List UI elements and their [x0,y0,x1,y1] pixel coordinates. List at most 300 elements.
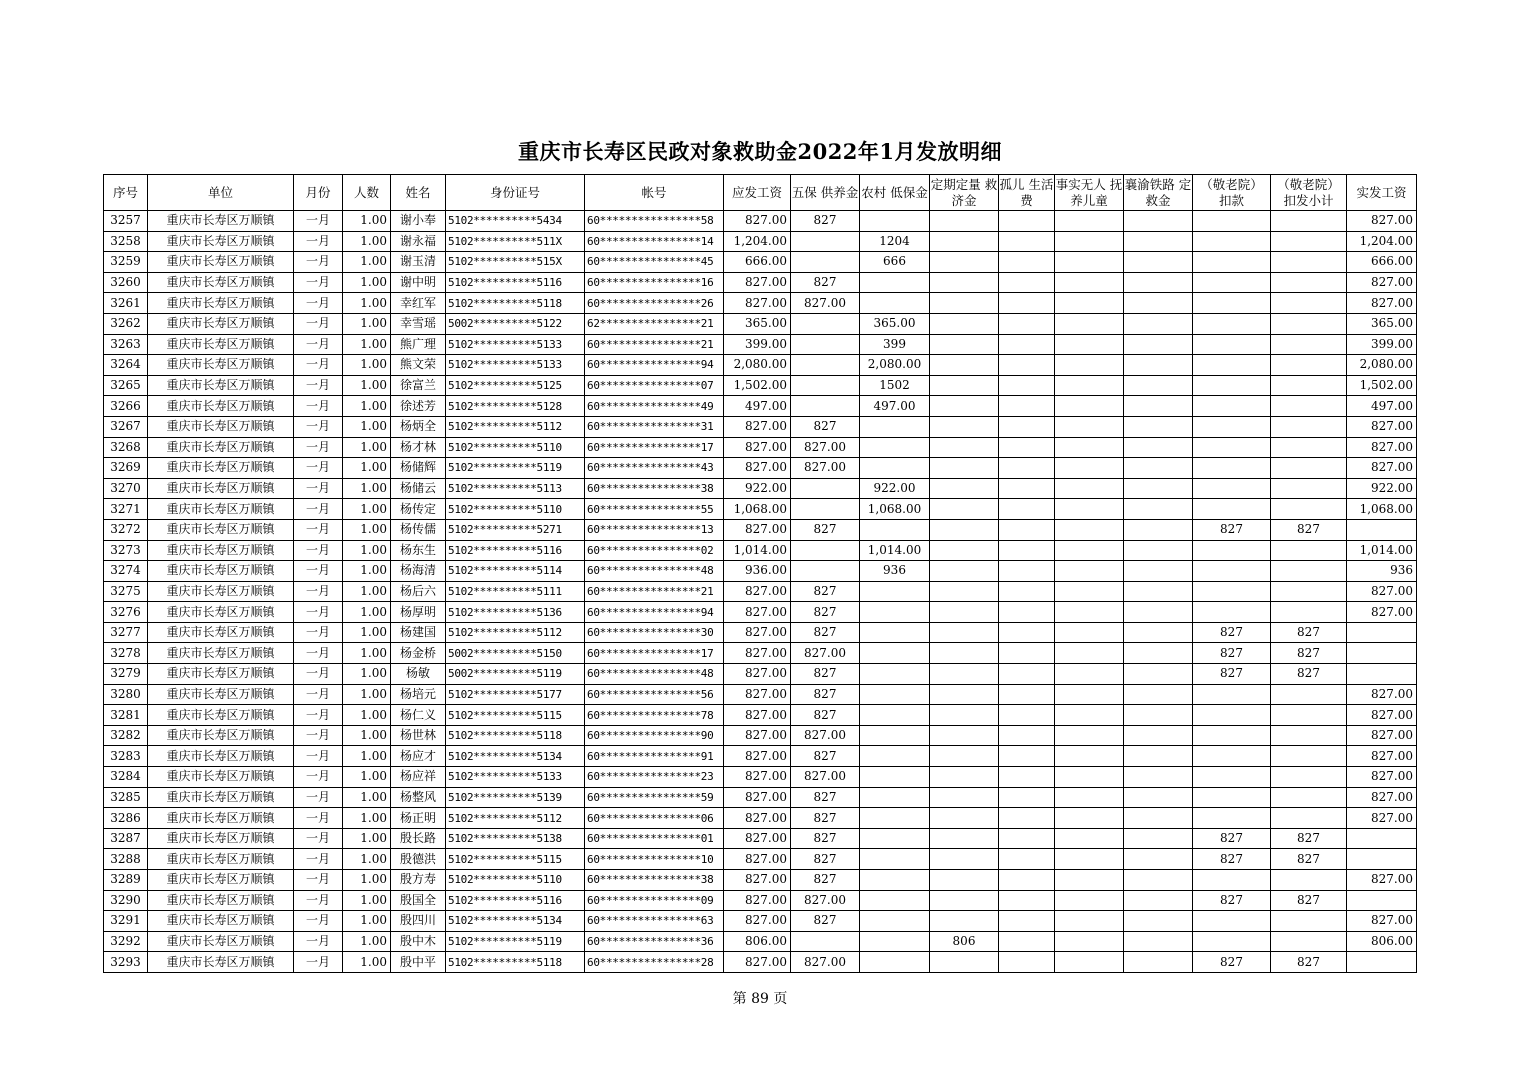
cell-wubao: 827.00 [791,437,860,458]
cell-xiangyu [1124,870,1193,891]
cell-payable: 2,080.00 [724,355,791,376]
cell-jlyded [1193,581,1271,602]
cell-name: 杨整风 [391,787,446,808]
cell-month: 一月 [294,396,343,417]
cell-name: 徐述芳 [391,396,446,417]
cell-actual: 497.00 [1347,396,1417,417]
cell-id: 5102**********5118 [446,725,585,746]
cell-account: 60****************07 [585,375,724,396]
cell-xiangyu [1124,746,1193,767]
cell-dibao [860,272,930,293]
cell-seq: 3266 [104,396,148,417]
cell-jlyxj [1271,581,1347,602]
cell-people: 1.00 [343,231,391,252]
cell-name: 杨传儒 [391,519,446,540]
cell-guer [999,375,1055,396]
table-row [104,890,1417,911]
cell-people: 1.00 [343,911,391,932]
cell-seq: 3283 [104,746,148,767]
cell-name: 殷中木 [391,931,446,952]
cell-account: 60****************43 [585,458,724,479]
cell-payable: 922.00 [724,478,791,499]
cell-id: 5102**********5134 [446,911,585,932]
column-header-unit: 单位 [148,175,294,211]
cell-jlyxj [1271,561,1347,582]
cell-jlyded: 827 [1193,622,1271,643]
cell-id: 5102**********5112 [446,416,585,437]
cell-jlyded: 827 [1193,664,1271,685]
cell-account: 60****************02 [585,540,724,561]
cell-id: 5102**********5118 [446,293,585,314]
cell-actual: 806.00 [1347,931,1417,952]
cell-xiangyu [1124,911,1193,932]
cell-jlyded [1193,499,1271,520]
column-header-people: 人数 [343,175,391,211]
cell-people: 1.00 [343,725,391,746]
table-row [104,272,1417,293]
cell-unit: 重庆市长寿区万顺镇 [148,334,294,355]
cell-jlyded [1193,808,1271,829]
cell-unit: 重庆市长寿区万顺镇 [148,313,294,334]
cell-dibao [860,416,930,437]
cell-account: 60****************38 [585,478,724,499]
cell-people: 1.00 [343,684,391,705]
cell-guer [999,458,1055,479]
cell-jlyded: 827 [1193,849,1271,870]
cell-month: 一月 [294,622,343,643]
table-row [104,746,1417,767]
cell-people: 1.00 [343,313,391,334]
cell-guer [999,808,1055,829]
cell-shishi [1055,272,1124,293]
cell-unit: 重庆市长寿区万顺镇 [148,211,294,232]
table-row [104,252,1417,273]
cell-xiangyu [1124,375,1193,396]
cell-guer [999,416,1055,437]
cell-actual: 827.00 [1347,293,1417,314]
table-row [104,849,1417,870]
cell-actual: 365.00 [1347,313,1417,334]
cell-wubao [791,561,860,582]
cell-xiangyu [1124,540,1193,561]
cell-jlyded [1193,561,1271,582]
column-header-shishi: 事实无人 抚养儿童 [1055,175,1124,211]
cell-jlyxj: 827 [1271,890,1347,911]
cell-seq: 3272 [104,519,148,540]
cell-dingqi [930,725,999,746]
cell-payable: 827.00 [724,416,791,437]
cell-id: 5102**********5115 [446,705,585,726]
cell-seq: 3257 [104,211,148,232]
cell-jlyded [1193,478,1271,499]
cell-month: 一月 [294,561,343,582]
cell-dibao [860,787,930,808]
cell-seq: 3261 [104,293,148,314]
cell-jlyded [1193,396,1271,417]
page-number: 第 89 页 [732,991,788,1007]
cell-dibao: 365.00 [860,313,930,334]
cell-actual: 2,080.00 [1347,355,1417,376]
cell-seq: 3269 [104,458,148,479]
cell-people: 1.00 [343,355,391,376]
cell-name: 谢玉清 [391,252,446,273]
cell-wubao: 827 [791,808,860,829]
cell-month: 一月 [294,746,343,767]
cell-name: 殷方寿 [391,870,446,891]
cell-month: 一月 [294,416,343,437]
cell-unit: 重庆市长寿区万顺镇 [148,478,294,499]
cell-seq: 3260 [104,272,148,293]
cell-seq: 3271 [104,499,148,520]
cell-jlyxj [1271,767,1347,788]
cell-name: 杨厚明 [391,602,446,623]
cell-name: 杨应祥 [391,767,446,788]
cell-people: 1.00 [343,211,391,232]
cell-dibao [860,849,930,870]
cell-shishi [1055,355,1124,376]
cell-payable: 827.00 [724,828,791,849]
cell-name: 杨敏 [391,664,446,685]
cell-xiangyu [1124,313,1193,334]
cell-seq: 3278 [104,643,148,664]
cell-people: 1.00 [343,664,391,685]
cell-jlyded [1193,334,1271,355]
cell-jlyxj [1271,396,1347,417]
cell-dibao: 1502 [860,375,930,396]
cell-shishi [1055,746,1124,767]
cell-people: 1.00 [343,416,391,437]
cell-unit: 重庆市长寿区万顺镇 [148,540,294,561]
table-row [104,767,1417,788]
cell-jlyxj [1271,252,1347,273]
cell-account: 60****************13 [585,519,724,540]
cell-name: 杨储辉 [391,458,446,479]
cell-dingqi [930,334,999,355]
cell-month: 一月 [294,602,343,623]
cell-dingqi [930,643,999,664]
column-header-name: 姓名 [391,175,446,211]
cell-unit: 重庆市长寿区万顺镇 [148,396,294,417]
cell-dibao [860,746,930,767]
cell-jlyded: 827 [1193,828,1271,849]
cell-unit: 重庆市长寿区万顺镇 [148,664,294,685]
cell-name: 熊文荣 [391,355,446,376]
cell-wubao: 827 [791,705,860,726]
cell-payable: 827.00 [724,705,791,726]
cell-actual: 1,014.00 [1347,540,1417,561]
cell-actual: 827.00 [1347,746,1417,767]
cell-id: 5102**********5110 [446,499,585,520]
cell-dingqi [930,581,999,602]
cell-actual: 827.00 [1347,787,1417,808]
cell-actual [1347,622,1417,643]
cell-shishi [1055,478,1124,499]
cell-payable: 827.00 [724,272,791,293]
cell-wubao [791,478,860,499]
cell-wubao [791,355,860,376]
cell-id: 5102**********5110 [446,437,585,458]
cell-seq: 3265 [104,375,148,396]
table-row [104,519,1417,540]
cell-xiangyu [1124,602,1193,623]
cell-guer [999,561,1055,582]
cell-xiangyu [1124,478,1193,499]
cell-id: 5102**********5119 [446,458,585,479]
cell-jlyded [1193,870,1271,891]
cell-unit: 重庆市长寿区万顺镇 [148,808,294,829]
cell-xiangyu [1124,828,1193,849]
cell-wubao: 827 [791,519,860,540]
cell-dibao [860,767,930,788]
cell-month: 一月 [294,478,343,499]
cell-people: 1.00 [343,602,391,623]
cell-people: 1.00 [343,272,391,293]
cell-id: 5102**********5177 [446,684,585,705]
cell-payable: 827.00 [724,581,791,602]
cell-guer [999,684,1055,705]
cell-unit: 重庆市长寿区万顺镇 [148,355,294,376]
cell-wubao: 827 [791,787,860,808]
cell-month: 一月 [294,355,343,376]
cell-jlyxj: 827 [1271,849,1347,870]
cell-xiangyu [1124,643,1193,664]
cell-dingqi [930,437,999,458]
cell-dibao [860,890,930,911]
cell-account: 60****************09 [585,890,724,911]
cell-jlyded: 827 [1193,952,1271,973]
cell-wubao: 827.00 [791,293,860,314]
cell-guer [999,828,1055,849]
cell-payable: 1,014.00 [724,540,791,561]
cell-account: 60****************31 [585,416,724,437]
cell-month: 一月 [294,931,343,952]
cell-shishi [1055,684,1124,705]
cell-dingqi [930,375,999,396]
cell-unit: 重庆市长寿区万顺镇 [148,787,294,808]
cell-seq: 3286 [104,808,148,829]
cell-wubao: 827.00 [791,643,860,664]
cell-guer [999,622,1055,643]
cell-shishi [1055,767,1124,788]
column-header-payable: 应发工资 [724,175,791,211]
cell-seq: 3277 [104,622,148,643]
cell-actual: 827.00 [1347,684,1417,705]
cell-month: 一月 [294,725,343,746]
cell-id: 5102**********511X [446,231,585,252]
cell-shishi [1055,849,1124,870]
column-header-guer: 孤儿 生活费 [999,175,1055,211]
cell-xiangyu [1124,581,1193,602]
table-header-row [104,175,1417,211]
cell-account: 60****************90 [585,725,724,746]
table-row [104,684,1417,705]
cell-dingqi [930,684,999,705]
cell-payable: 827.00 [724,622,791,643]
cell-dibao: 666 [860,252,930,273]
cell-account: 60****************48 [585,561,724,582]
cell-shishi [1055,458,1124,479]
cell-xiangyu [1124,396,1193,417]
cell-name: 杨后六 [391,581,446,602]
cell-account: 60****************06 [585,808,724,829]
cell-seq: 3282 [104,725,148,746]
cell-seq: 3259 [104,252,148,273]
column-header-dibao: 农村 低保金 [860,175,930,211]
cell-unit: 重庆市长寿区万顺镇 [148,828,294,849]
cell-xiangyu [1124,808,1193,829]
cell-jlyxj [1271,684,1347,705]
cell-unit: 重庆市长寿区万顺镇 [148,252,294,273]
relief-payment-table [103,174,1417,973]
cell-shishi [1055,931,1124,952]
cell-guer [999,231,1055,252]
cell-people: 1.00 [343,767,391,788]
cell-seq: 3279 [104,664,148,685]
cell-payable: 827.00 [724,643,791,664]
cell-payable: 1,204.00 [724,231,791,252]
cell-dibao [860,828,930,849]
cell-people: 1.00 [343,870,391,891]
cell-dibao: 1,014.00 [860,540,930,561]
cell-dingqi [930,911,999,932]
cell-seq: 3273 [104,540,148,561]
cell-dibao [860,911,930,932]
cell-actual [1347,890,1417,911]
cell-dibao: 1,068.00 [860,499,930,520]
cell-dibao [860,437,930,458]
cell-shishi [1055,602,1124,623]
cell-guer [999,602,1055,623]
cell-name: 杨储云 [391,478,446,499]
cell-dibao [860,808,930,829]
cell-jlyxj [1271,911,1347,932]
cell-unit: 重庆市长寿区万顺镇 [148,458,294,479]
cell-wubao: 827 [791,272,860,293]
table-row [104,437,1417,458]
cell-xiangyu [1124,252,1193,273]
cell-jlyxj [1271,808,1347,829]
cell-payable: 827.00 [724,767,791,788]
cell-guer [999,787,1055,808]
table-row [104,561,1417,582]
cell-shishi [1055,313,1124,334]
cell-unit: 重庆市长寿区万顺镇 [148,293,294,314]
cell-id: 5102**********5136 [446,602,585,623]
cell-actual: 827.00 [1347,808,1417,829]
cell-actual [1347,664,1417,685]
cell-month: 一月 [294,849,343,870]
cell-id: 5102**********5134 [446,746,585,767]
cell-payable: 827.00 [724,952,791,973]
cell-dingqi [930,540,999,561]
cell-guer [999,437,1055,458]
cell-actual: 827.00 [1347,211,1417,232]
table-row [104,581,1417,602]
column-header-jlyded: （敬老院） 扣款 [1193,175,1271,211]
cell-shishi [1055,252,1124,273]
table-row [104,293,1417,314]
cell-name: 杨才林 [391,437,446,458]
cell-jlyded [1193,252,1271,273]
cell-jlyxj [1271,416,1347,437]
cell-id: 5102**********5139 [446,787,585,808]
cell-month: 一月 [294,519,343,540]
cell-name: 殷德洪 [391,849,446,870]
cell-shishi [1055,952,1124,973]
cell-payable: 827.00 [724,746,791,767]
cell-id: 5002**********5119 [446,664,585,685]
cell-id: 5102**********5112 [446,622,585,643]
cell-jlyxj [1271,478,1347,499]
cell-id: 5102**********5116 [446,890,585,911]
table-row [104,787,1417,808]
cell-dingqi [930,746,999,767]
cell-seq: 3284 [104,767,148,788]
cell-xiangyu [1124,787,1193,808]
cell-xiangyu [1124,890,1193,911]
cell-guer [999,499,1055,520]
cell-guer [999,890,1055,911]
cell-month: 一月 [294,911,343,932]
cell-name: 杨炳全 [391,416,446,437]
cell-xiangyu [1124,767,1193,788]
cell-shishi [1055,416,1124,437]
table-body [104,211,1417,973]
cell-actual: 1,068.00 [1347,499,1417,520]
cell-month: 一月 [294,375,343,396]
cell-name: 熊广理 [391,334,446,355]
table-row [104,664,1417,685]
table-row [104,540,1417,561]
cell-name: 徐富兰 [391,375,446,396]
cell-account: 60****************21 [585,334,724,355]
cell-unit: 重庆市长寿区万顺镇 [148,849,294,870]
cell-wubao [791,334,860,355]
cell-payable: 1,068.00 [724,499,791,520]
cell-unit: 重庆市长寿区万顺镇 [148,952,294,973]
cell-dingqi [930,293,999,314]
cell-guer [999,664,1055,685]
cell-people: 1.00 [343,293,391,314]
cell-dingqi [930,664,999,685]
cell-month: 一月 [294,767,343,788]
cell-name: 谢中明 [391,272,446,293]
cell-xiangyu [1124,272,1193,293]
cell-wubao: 827 [791,664,860,685]
cell-people: 1.00 [343,931,391,952]
cell-id: 5102**********5128 [446,396,585,417]
cell-guer [999,313,1055,334]
cell-xiangyu [1124,849,1193,870]
cell-month: 一月 [294,581,343,602]
cell-id: 5102**********5125 [446,375,585,396]
cell-jlyxj [1271,231,1347,252]
cell-payable: 827.00 [724,458,791,479]
cell-shishi [1055,808,1124,829]
table-row [104,334,1417,355]
cell-guer [999,849,1055,870]
cell-jlyxj: 827 [1271,643,1347,664]
cell-jlyded [1193,416,1271,437]
cell-shishi [1055,231,1124,252]
cell-shishi [1055,787,1124,808]
cell-dibao [860,725,930,746]
cell-month: 一月 [294,540,343,561]
cell-jlyded [1193,767,1271,788]
cell-month: 一月 [294,313,343,334]
cell-people: 1.00 [343,787,391,808]
cell-shishi [1055,705,1124,726]
